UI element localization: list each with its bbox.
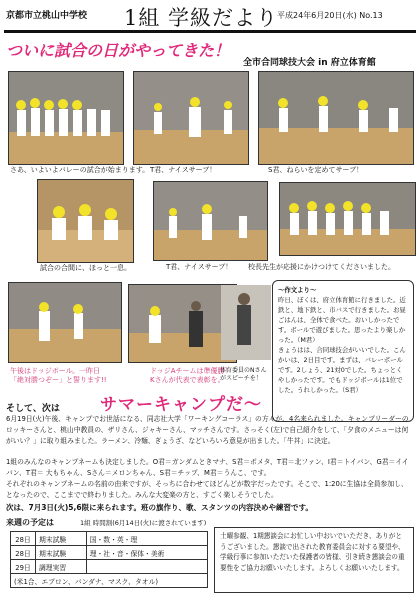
school-name: 京都市立桃山中学校 <box>6 11 88 21</box>
photo-break <box>37 179 134 263</box>
schedule-day: 28日 <box>11 532 36 546</box>
camp-paragraph-1: 6月19日(火)午後、キャンプでお世話になる、同志社大学「ワーキングコーラス」の方々が、4名来られました。キャンプリーダーのロッキーさんと、桃山中教員の、ザリさん、ジャキーさん、マッチさんです。さっそく(左)で自己紹介をして、「夕食のメニューは何がいい？」に取り組みました。ラーメン、冷麺、ぎょうざ、などいろいろ意見が出ました。「牛丼」に決定。 <box>6 415 409 445</box>
issue-date: 平成24年6月20日(水) No.13 <box>277 11 383 20</box>
newsletter-title: 1組 学級だより <box>124 6 279 30</box>
caption-7-line1: 午後はドッジボール。一昨日 <box>10 367 101 375</box>
essay-paragraph-1: 昨日、ぼくは、府立体育館に行きました。近鉄と、地下鉄と、市バスで行きました。お昼ごはんは、全体で食べた。おいしかったです。ボールで遊びました。思ったより楽しかった。（M君） <box>278 296 406 344</box>
caption-9: 体育委員のNさんがスピーチを！ <box>220 367 267 382</box>
header-divider <box>4 30 416 33</box>
banner-headline: ついに試合の日がやってきた！ <box>6 41 231 60</box>
schedule-subject: 期末試験 <box>36 532 87 546</box>
caption-2: T君、ナイスサーブ！ <box>150 166 217 174</box>
camp-headline: サマーキャンプだ～ <box>100 395 262 415</box>
schedule-subject: 期末試験 <box>36 546 87 560</box>
caption-6: 校長先生が応援にかけつけてくださいました。 <box>248 263 395 271</box>
schedule-day: 28日 <box>11 546 36 560</box>
schedule-subject: 調理実習 <box>36 560 87 574</box>
caption-4: 試合の合間に、ほっと一息。 <box>40 264 131 272</box>
photo-nice-serve <box>153 181 268 261</box>
essay-box <box>272 280 414 422</box>
caption-8-line2: Kさんが代表で表彰を。 <box>150 376 225 384</box>
caption-8-line1: ドッジAチームは準優勝！ <box>150 367 232 375</box>
caption-3: S君、ねらいを定めてサーブ！ <box>268 166 364 174</box>
schedule-detail: 国・数・英・理 <box>86 532 207 546</box>
schedule-day: 29日 <box>11 560 36 574</box>
transition-text: そして、次は <box>6 404 60 414</box>
caption-7 <box>10 367 107 385</box>
table-row <box>11 574 208 588</box>
photo-volleyball-lineup <box>8 71 124 165</box>
photo-principal-visit <box>279 182 416 256</box>
schedule-label: 来週の予定は <box>6 518 54 527</box>
camp-paragraph-2: 1組のみんなのキャンプネームも決定しました。O君＝ガンダムときマナ、S君＝ポメタ、T君＝北ファン、I君＝トイバン、G君＝イイバン、T君＝ 大もちゃん、Sさん＝メロンちゃん、S君＝チップ、M君＝うんこ、です。 <box>6 458 409 477</box>
caption-7-line2: 「絶対勝つぞー」と誓ります!! <box>10 376 107 384</box>
photo-serve-1 <box>133 71 249 165</box>
thank-you-note: 土曜参観、1期懇談会にお忙しい中おいでいただき、ありがとうございました。懇談で出された教育委員会に対する要望や、学級行事に参加いただいた保護者の皆様、引き続き懇談会の重要性をご協力お願いいたします。よろしくお願いいたします。 <box>214 527 414 593</box>
table-row <box>11 560 208 574</box>
schedule-detail: 理・社・音・保体・美術 <box>86 546 207 560</box>
caption-5: T君、ナイスサーブ！ <box>166 263 233 271</box>
photo-dodgeball <box>8 282 122 363</box>
camp-paragraph-4: 次は、7月3日(火)5,6限に来られます。班の旗作り、歌、スタンツの内容決めや練習です。 <box>6 503 313 512</box>
photo-speech <box>221 285 271 360</box>
schedule-note: 1組 時間割(6月14日(火)に渡されています) <box>80 519 207 527</box>
table-row <box>11 532 208 546</box>
table-row <box>11 546 208 560</box>
camp-paragraph-3: それぞれのキャンプネームの名前の由来ですが、そっちに合わせてほどんどが数字だったです。そこで、1:20に生協は全員参加し、となったので、ここまでで終わりました。みんな大変楽の方と、すごく楽しそうでした。 <box>6 480 408 499</box>
event-subheading: 全市合同球技大会 in 府立体育館 <box>243 58 376 68</box>
schedule-table <box>10 531 208 588</box>
schedule-items: (米1合、エプロン、バンダナ、マスク、タオル) <box>11 574 208 588</box>
photo-serve-2 <box>258 71 414 165</box>
essay-paragraph-2: きょうはは、合同球技会がいいでした。こんかいは、2日目です。まずは、バレーボールです。2しょう、21対0でした。ちょっとくやしかったです。でもドッジボールは1位でした。うれしかった。（S君） <box>278 346 406 394</box>
essay-title: ～作文より～ <box>278 286 317 294</box>
caption-1: さあ、いよいよバレーの試合が始まります。 <box>10 166 150 174</box>
schedule-detail <box>86 560 207 574</box>
